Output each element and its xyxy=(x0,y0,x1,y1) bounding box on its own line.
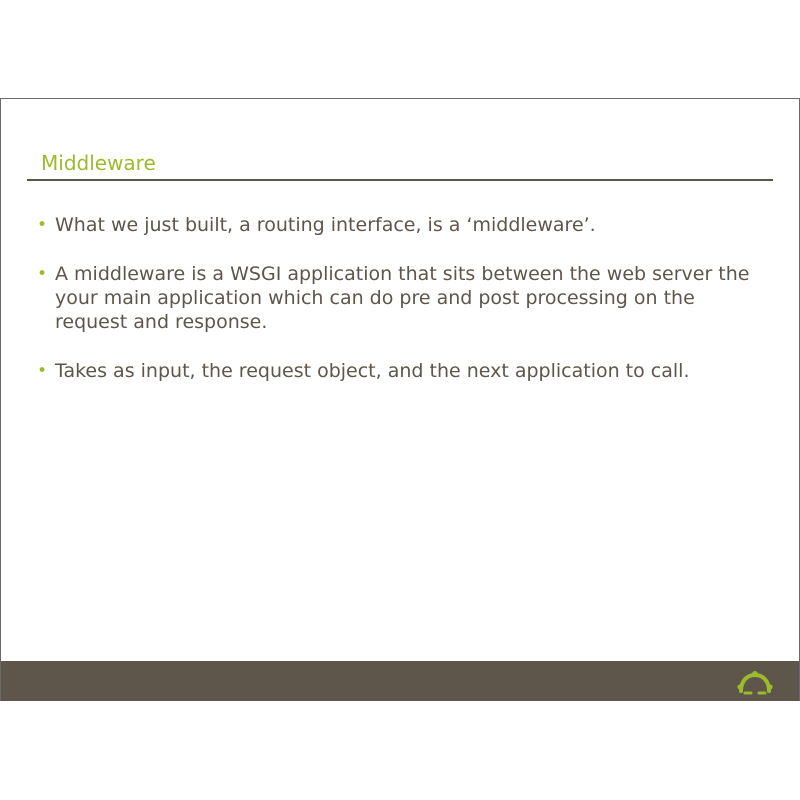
footer-bar xyxy=(1,661,800,701)
bullet-item xyxy=(37,213,767,237)
slide-title: Middleware xyxy=(41,151,156,175)
bullet-text: Takes as input, the request object, and the next application to call. xyxy=(55,360,690,382)
bullet-item xyxy=(37,262,767,334)
bullet-dot-icon: • xyxy=(37,361,48,381)
bullet-text: A middleware is a WSGI application that sits between the web server the your main application which can do pre and post processing on the request and response. xyxy=(55,263,750,333)
bullet-text: What we just built, a routing interface, is a ‘middleware’. xyxy=(55,214,596,236)
bullet-list xyxy=(37,213,767,408)
bullet-dot-icon: • xyxy=(37,264,48,284)
slide xyxy=(0,98,800,701)
bullet-dot-icon: • xyxy=(37,215,48,235)
monkey-logo-icon xyxy=(737,669,773,695)
bullet-item xyxy=(37,359,767,383)
title-divider xyxy=(27,179,773,181)
